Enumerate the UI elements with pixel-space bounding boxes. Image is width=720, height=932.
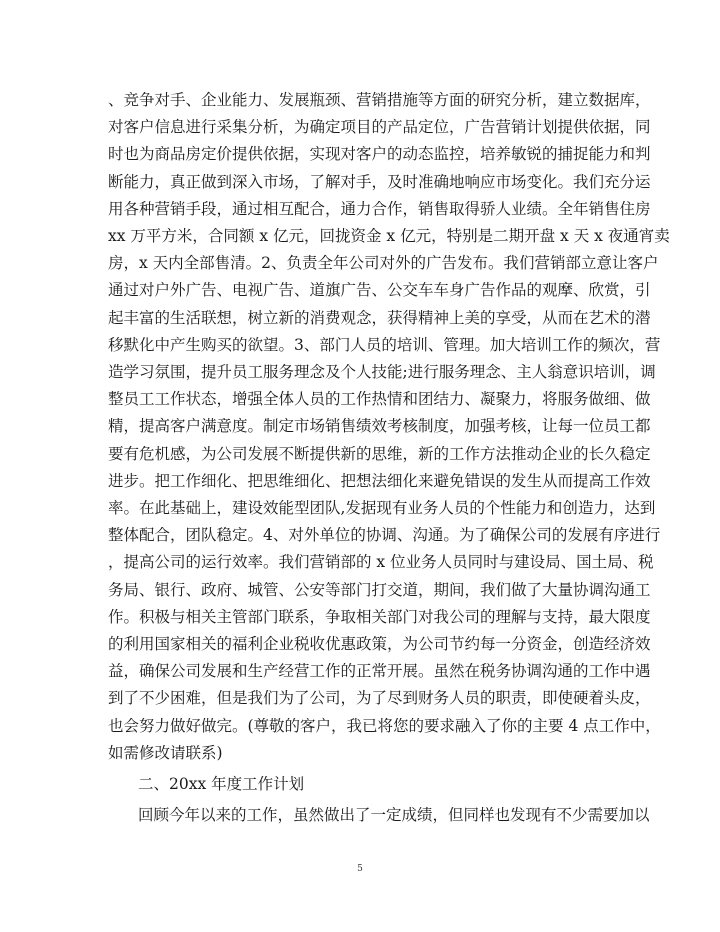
body-text-line: 整体配合，团队稳定。4、对外单位的协调、沟通。为了确保公司的发展有序进行 [108,526,661,545]
body-text-line: 也会努力做好做完。(尊敬的客户，我已将您的要求融入了你的主要 4 点工作中， [108,716,661,735]
body-text-line: 如需修改请联系) [108,743,223,762]
body-text-line: ，提高公司的运行效率。我们营销部的 x 位业务人员同时与建设局、国土局、税 [108,553,654,572]
body-text-line: 起丰富的生活联想，树立新的消费观念，获得精神上美的享受，从而在艺术的潜 [108,308,651,327]
body-text-line: 整员工工作状态，增强全体人员的工作热情和团结力、凝聚力，将服务做细、做 [108,390,651,409]
body-text-line: 进步。把工作细化、把思维细化、把想法细化来避免错误的发生从而提高工作效 [108,471,651,490]
body-text-line: 的利用国家相关的福利企业税收优惠政策，为公司节约每一分资金，创造经济效 [108,635,651,653]
body-text-line: 要有危机感，为公司发展不断提供新的思维，新的工作方法推动企业的长久稳定 [108,444,651,463]
body-text-line: 作。积极与相关主管部门联系，争取相关部门对我公司的理解与支持，最大限度 [108,607,651,626]
body-text-line: 房，x 天内全部售清。2、负责全年公司对外的广告发布。我们营销部立意让客户 [108,254,659,273]
section-heading: 二、20xx 年度工作计划 [138,775,305,793]
body-text-line: 务局、银行、政府、城管、公安等部门打交道，期间，我们做了大量协调沟通工 [108,580,651,599]
body-text-line: 通过对户外广告、电视广告、道旗广告、公交车车身广告作品的观摩、欣赏，引 [108,281,651,300]
body-text-line: 造学习氛围，提升员工服务理念及个人技能;进行服务理念、主人翁意识培训，调 [108,363,656,381]
page-number: 5 [357,864,363,874]
body-text-line: 用各种营销手段，通过相互配合，通力合作，销售取得骄人业绩。全年销售住房 [108,199,651,218]
body-text-line: 时也为商品房定价提供依据，实现对客户的动态监控，培养敏锐的捕捉能力和判 [108,145,651,164]
body-text-line: 精，提高客户满意度。制定市场销售绩效考核制度，加强考核，让每一位员工都 [108,417,651,436]
body-text-line: 率。在此基础上，建设效能型团队,发据现有业务人员的个性能力和创造力，达到 [108,499,656,517]
body-text-line: xx 万平方米，合同额 x 亿元，回拢资金 x 亿元，特别是二期开盘 x 天 x 夜通宵卖 [108,227,670,245]
body-text-line: 对客户信息进行采集分析，为确定项目的产品定位，广告营销计划提供依据，同 [108,118,651,137]
body-text-line: 、竞争对手、企业能力、发展瓶颈、营销措施等方面的研究分析，建立数据库， [108,91,651,109]
body-text-line: 回顾今年以来的工作，虽然做出了一定成绩，但同样也发现有不少需要加以 [138,806,650,825]
body-text-line: 到了不少困难，但是我们为了公司，为了尽到财务人员的职责，即使硬着头皮， [108,689,651,708]
body-text-line: 移默化中产生购买的欲望。3、部门人员的培训、管理。加大培训工作的频次，营 [108,335,661,354]
body-text-line: 益，确保公司发展和生产经营工作的正常开展。虽然在税务协调沟通的工作中遇 [108,662,651,681]
body-text-line: 断能力，真正做到深入市场，了解对手，及时准确地响应市场变化。我们充分运 [108,172,651,191]
